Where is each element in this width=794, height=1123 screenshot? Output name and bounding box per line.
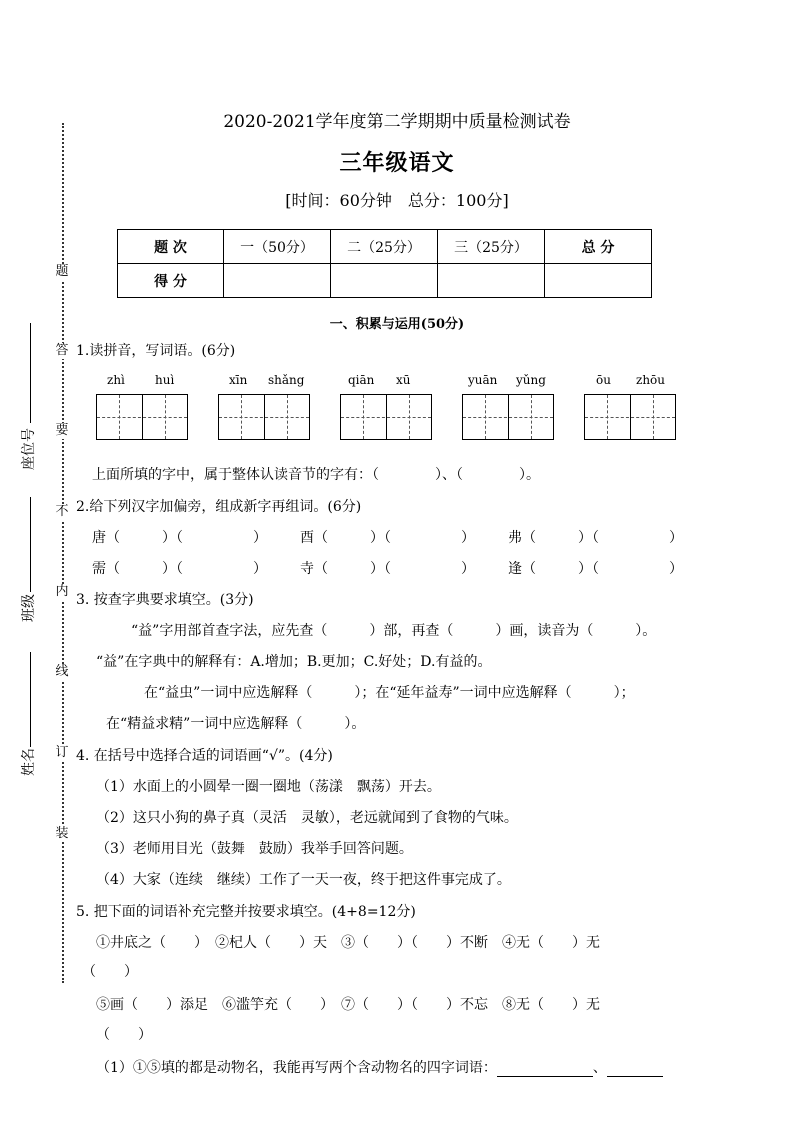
name-line[interactable] [30, 652, 31, 747]
pinyin-label: yuān [468, 373, 498, 387]
question-prompt: 3. 按查字典要求填空。(3分) [76, 592, 254, 608]
seat-number-line[interactable] [30, 323, 31, 423]
margin-char: 题 [55, 264, 69, 279]
name-label: 姓名 [21, 748, 37, 776]
question-prompt: 5. 把下面的词语补充完整并按要求填空。(4+8=12分) [76, 904, 416, 920]
answer-blank[interactable] [607, 1062, 663, 1077]
question-prompt: 2.给下列汉字加偏旁，组成新字再组词。(6分) [76, 499, 362, 515]
question-line: 在“精益求精”一词中应选解释（ ）。 [106, 716, 366, 732]
margin-char: 订 [55, 745, 69, 760]
idiom-row-wrap: （ ） [96, 1027, 152, 1043]
question-subitem [96, 1059, 663, 1077]
score-cell[interactable] [331, 264, 438, 298]
score-cell[interactable] [545, 264, 652, 298]
tianzige-box[interactable] [340, 394, 432, 440]
idiom-row-wrap: （ ） [82, 964, 138, 980]
table-header-cell: 一（50分） [224, 230, 331, 264]
margin-char: 要 [55, 423, 69, 438]
exam-title: 2020-2021学年度第二学期期中质量检测试卷 [223, 112, 571, 132]
table-header-cell: 题 次 [118, 230, 224, 264]
table-row [118, 230, 652, 264]
radical-item: 酉（ ）（ ） [300, 530, 475, 546]
binding-dotted-line [62, 123, 64, 983]
seat-number-label: 座位号 [21, 428, 37, 470]
pinyin-label: ōu [596, 373, 611, 387]
pinyin-label: shǎng [268, 373, 305, 387]
margin-char: 不 [55, 504, 69, 519]
score-table [117, 229, 652, 298]
table-header-cell: 二（25分） [331, 230, 438, 264]
section-title: 一、积累与运用(50分) [329, 317, 465, 332]
pinyin-label: xīn [229, 373, 248, 387]
margin-char: 线 [55, 664, 69, 679]
question-line: “益”字用部首查字法，应先查（ ）部，再查（ ）画，读音为（ ）。 [131, 623, 657, 639]
subject-title: 三年级语文 [339, 150, 455, 176]
radical-item: 逢（ ）（ ） [508, 561, 683, 577]
margin-char: 答 [55, 343, 69, 358]
pinyin-label: zhōu [636, 373, 666, 387]
idiom-row: ①井底之（ ） ②杞人（ ）天 ③（ ）（ ）不断 ④无（ ）无 [96, 935, 600, 951]
question-prompt: 4. 在括号中选择合适的词语画“√”。(4分) [76, 748, 333, 764]
choice-item: （3）老师用目光（鼓舞 鼓励）我举手回答问题。 [96, 841, 413, 857]
pinyin-label: xū [396, 373, 411, 387]
radical-item: 寺（ ）（ ） [300, 561, 475, 577]
tianzige-box[interactable] [96, 394, 188, 440]
exam-info: [时间：60分钟 总分：100分] [285, 191, 509, 210]
score-cell[interactable] [438, 264, 545, 298]
pinyin-label: yǔng [516, 373, 546, 387]
margin-char: 内 [55, 584, 69, 599]
table-header-cell: 总 分 [545, 230, 652, 264]
class-line[interactable] [30, 497, 31, 592]
subitem-text: （1）①⑤填的都是动物名，我能再写两个含动物名的四字词语： [96, 1060, 497, 1076]
radical-item: 需（ ）（ ） [92, 561, 267, 577]
question-line: “益”在字典中的解释有：A.增加；B.更加；C.好处；D.有益的。 [96, 654, 492, 670]
pinyin-label: qiān [348, 373, 375, 387]
question-followup: 上面所填的字中，属于整体认读音节的字有：（ ）、（ ）。 [92, 467, 540, 483]
question-prompt: 1.读拼音，写词语。(6分) [76, 343, 236, 359]
tianzige-box[interactable] [584, 394, 676, 440]
table-row-label: 得 分 [118, 264, 224, 298]
choice-item: （1）水面上的小圆晕一圈一圈地（荡漾 飘荡）开去。 [96, 779, 441, 795]
table-header-cell: 三（25分） [438, 230, 545, 264]
choice-item: （2）这只小狗的鼻子真（灵活 灵敏），老远就闻到了食物的气味。 [96, 810, 518, 826]
radical-item: 唐（ ）（ ） [92, 530, 267, 546]
answer-blank[interactable] [497, 1062, 593, 1077]
score-cell[interactable] [224, 264, 331, 298]
separator: 、 [592, 1060, 607, 1076]
pinyin-label: zhì [107, 373, 125, 387]
margin-char: 装 [55, 826, 69, 841]
class-label: 班级 [21, 594, 37, 622]
radical-item: 弗（ ）（ ） [508, 530, 683, 546]
choice-item: （4）大家（连续 继续）工作了一天一夜，终于把这件事完成了。 [96, 872, 511, 888]
table-row [118, 264, 652, 298]
question-line: 在“益虫”一词中应选解释（ ）；在“延年益寿”一词中应选解释（ ）； [144, 685, 635, 701]
tianzige-box[interactable] [462, 394, 554, 440]
idiom-row: ⑤画（ ）添足 ⑥滥竽充（ ） ⑦（ ）（ ）不忘 ⑧无（ ）无 [96, 997, 600, 1013]
pinyin-label: huì [155, 373, 175, 387]
tianzige-box[interactable] [218, 394, 310, 440]
